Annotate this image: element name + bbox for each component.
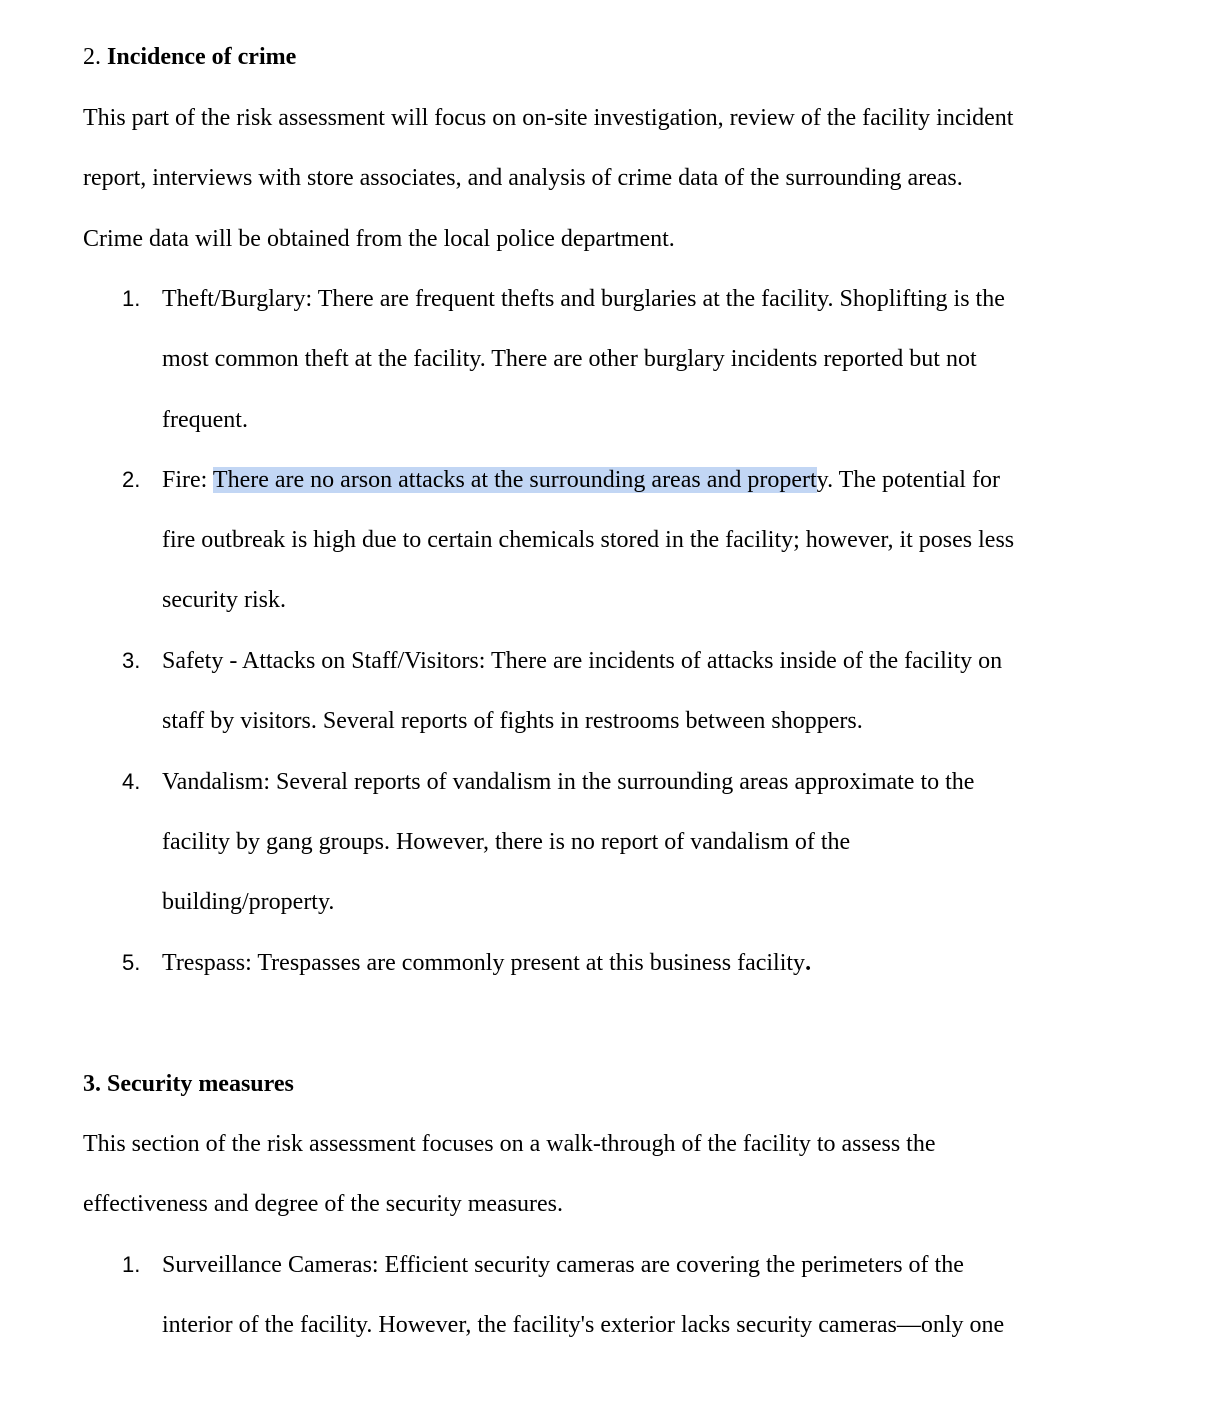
section-2-intro-line-3: Crime data will be obtained from the local police department. <box>83 226 675 252</box>
list-item-line: facility by gang groups. However, there is no report of vandalism of the <box>162 829 851 855</box>
list-item-line: building/property. <box>162 889 335 915</box>
section-2-intro-line-2: report, interviews with store associates, and analysis of crime data of the surrounding areas. <box>83 165 963 191</box>
list-item-number: 5. <box>122 950 141 975</box>
section-3-intro-line-1: This section of the risk assessment focuses on a walk-through of the facility to assess the <box>83 1131 936 1157</box>
list-item-line: most common theft at the facility. There are other burglary incidents reported but not <box>162 346 977 372</box>
list-item-line: Vandalism: Several reports of vandalism in the surrounding areas approximate to the <box>162 769 975 795</box>
list-item-suffix: y. The potential for <box>816 467 1000 493</box>
section-2-number: 2. <box>83 44 101 70</box>
list-item-line: interior of the facility. However, the facility's exterior lacks security cameras—only one <box>162 1312 1005 1338</box>
list-item-line: frequent. <box>162 407 248 433</box>
section-2-intro-line-1: This part of the risk assessment will focus on on-site investigation, review of the facility incident <box>83 105 1014 131</box>
list-item-end-mark: . <box>805 950 812 976</box>
list-item-line: security risk. <box>162 587 286 613</box>
selected-text-highlight[interactable]: There are no arson attacks at the surrounding areas and propert <box>212 467 817 493</box>
list-item-number: 1. <box>122 286 141 311</box>
list-item-number: 4. <box>122 769 141 794</box>
list-item-prefix: Fire: <box>162 467 213 493</box>
list-item-line <box>162 466 1000 494</box>
section-2-title: Incidence of crime <box>107 44 297 70</box>
list-item-line <box>162 949 811 977</box>
list-item-line: Theft/Burglary: There are frequent thefts and burglaries at the facility. Shoplifting is the <box>162 286 1005 312</box>
section-2-heading <box>83 43 296 71</box>
list-item-line: Safety - Attacks on Staff/Visitors: There are incidents of attacks inside of the facility on <box>162 648 1003 674</box>
list-item-line: staff by visitors. Several reports of fights in restrooms between shoppers. <box>162 708 863 734</box>
section-3-intro-line-2: effectiveness and degree of the security measures. <box>83 1191 564 1217</box>
list-item-number: 1. <box>122 1252 141 1277</box>
list-item-text: Trespass: Trespasses are commonly present at this business facility <box>162 950 806 976</box>
list-item-number: 2. <box>122 467 141 492</box>
section-3-heading: 3. Security measures <box>83 1071 294 1097</box>
list-item-number: 3. <box>122 648 141 673</box>
list-item-line: fire outbreak is high due to certain chemicals stored in the facility; however, it poses less <box>162 527 1015 553</box>
list-item-line: Surveillance Cameras: Efficient security cameras are covering the perimeters of the <box>162 1252 964 1278</box>
